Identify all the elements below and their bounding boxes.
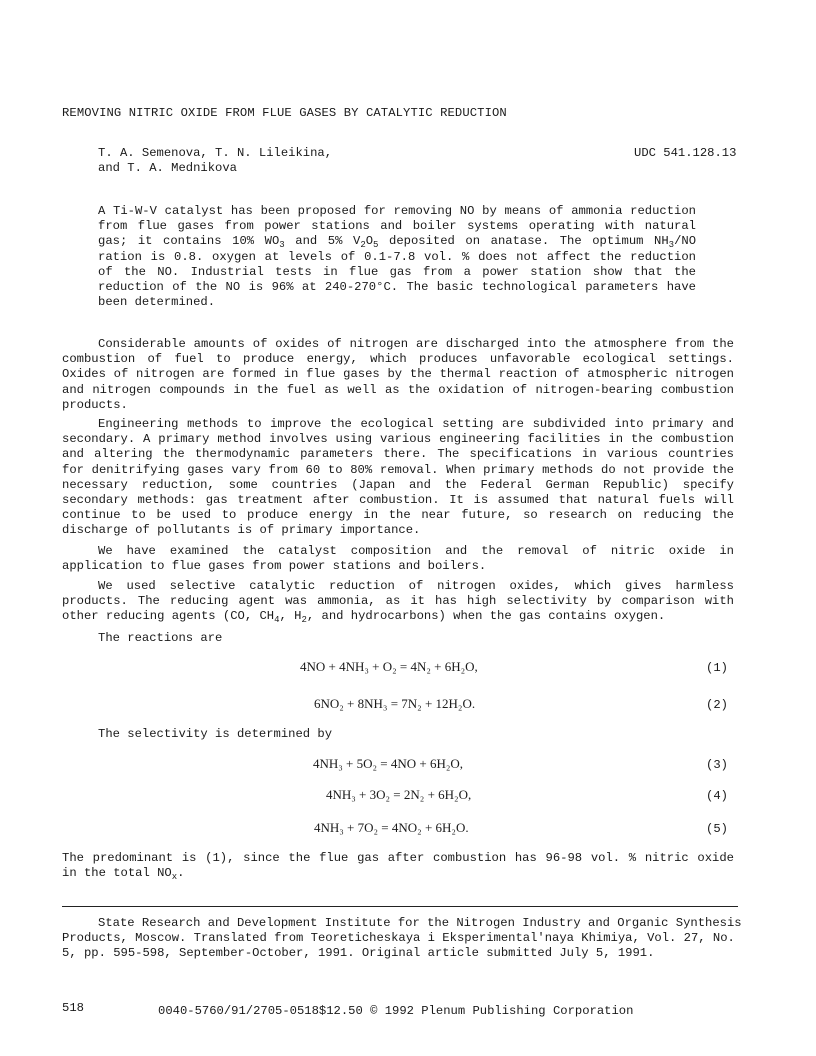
subscript: 4 — [274, 615, 280, 626]
abstract — [98, 204, 696, 310]
equation-number-3: (3) — [706, 758, 728, 772]
author-list — [98, 146, 332, 176]
subscript: 2 — [360, 240, 366, 251]
abstract-text: O — [365, 234, 374, 249]
paragraph-text: . — [177, 866, 185, 881]
paragraph-text: , H — [279, 609, 302, 624]
subscript: 5 — [373, 240, 379, 251]
subscript: 3 — [668, 240, 675, 251]
abstract-text: A Ti-W-V catalyst has been proposed for removing NO by means of ammonia reduction from flue gases from power stations and boiler systems operating with natural gas; it contains 10% WO — [98, 204, 696, 249]
affiliation-footnote: State Research and Development Institute for the Nitrogen Industry and Organic Synthesis Products, Moscow. Translated from Teoreticheskaya i Eksperimental'naya Khimiya, Vol. 27, No. 5, pp. 595-598, September-October, 1991. Original article submitted July 5, 1991. — [62, 916, 742, 961]
copyright-line: 0040-5760/91/2705-0518$12.50 © 1992 Plenum Publishing Corporation — [158, 1004, 634, 1018]
selectivity-intro: The selectivity is determined by — [98, 727, 333, 741]
body-paragraph-5 — [62, 851, 734, 881]
paper-title: REMOVING NITRIC OXIDE FROM FLUE GASES BY CATALYTIC REDUCTION — [62, 106, 507, 120]
equation-number-1: (1) — [706, 661, 728, 675]
udc-code: UDC 541.128.13 — [634, 146, 737, 160]
reactions-intro: The reactions are — [98, 631, 223, 645]
body-paragraph-4 — [62, 579, 734, 625]
equation-4: 4NH₃ + 3O₂ = 2N₂ + 6H₂O, — [326, 787, 472, 802]
equation-2: 6NO₂ + 8NH₃ = 7N₂ + 12H₂O. — [314, 696, 476, 711]
body-paragraph-2: Engineering methods to improve the ecological setting are subdivided into primary and secondary. A primary method involves using various engineering facilities in the combustion and altering the thermodynamic parameters there. The specifications in various countries for denitrifying gases vary from 60 to 80% removal. When primary methods do not provide the necessary reduction, some countries (Japan and the Federal German Republic) specify secondary methods: gas treatment after combustion. It is assumed that natural fuels will continue to be used to produce energy in the near future, so research on reducing the discharge of pollutants is of primary importance. — [62, 417, 734, 538]
abstract-text: deposited on anatase. The optimum NH — [378, 234, 669, 249]
authors-line-2: and T. A. Mednikova — [98, 161, 237, 176]
footnote-divider — [62, 906, 738, 907]
page-number: 518 — [62, 1001, 84, 1015]
equation-5: 4NH₃ + 7O₂ = 4NO₂ + 6H₂O. — [314, 820, 469, 835]
authors-line-1: T. A. Semenova, T. N. Lileikina, — [98, 146, 333, 160]
abstract-text: /NO ration is 0.8. oxygen at levels of 0.1-7.8 vol. % does not affect the reduction of the NO. Industrial tests in flue gas from a power station show that the reduction of the NO is 96% at 240-270°C. The basic technological parameters have been determined. — [98, 234, 697, 310]
equation-number-2: (2) — [706, 698, 728, 712]
paragraph-text: The predominant is (1), since the flue gas after combustion has 96-98 vol. % nitric oxide in the total NO — [62, 851, 734, 881]
subscript: 2 — [301, 615, 307, 626]
equation-number-5: (5) — [706, 822, 728, 836]
equation-number-4: (4) — [706, 789, 728, 803]
subscript: x — [171, 872, 178, 883]
paragraph-text: , and hydrocarbons) when the gas contains oxygen. — [306, 609, 666, 624]
equation-3: 4NH₃ + 5O₂ = 4NO + 6H₂O, — [313, 756, 464, 771]
paragraph-text: We used selective catalytic reduction of nitrogen oxides, which gives harmless products. The reducing agent was ammonia, as it has high selectivity by comparison with other reducing agents (CO, CH — [62, 579, 734, 624]
body-paragraph-1: Considerable amounts of oxides of nitrogen are discharged into the atmosphere from the combustion of fuel to produce energy, which produces unfavorable ecological settings. Oxides of nitrogen are formed in flue gases by the thermal reaction of atmospheric nitrogen and nitrogen compounds in the fuel as well as the oxidation of nitrogen-bearing combustion products. — [62, 337, 734, 412]
abstract-text: and 5% V — [284, 234, 361, 249]
subscript: 3 — [279, 240, 285, 251]
equation-1: 4NO + 4NH₃ + O₂ = 4N₂ + 6H₂O, — [300, 659, 478, 674]
body-paragraph-3: We have examined the catalyst composition and the removal of nitric oxide in application to flue gases from power stations and boilers. — [62, 544, 734, 574]
